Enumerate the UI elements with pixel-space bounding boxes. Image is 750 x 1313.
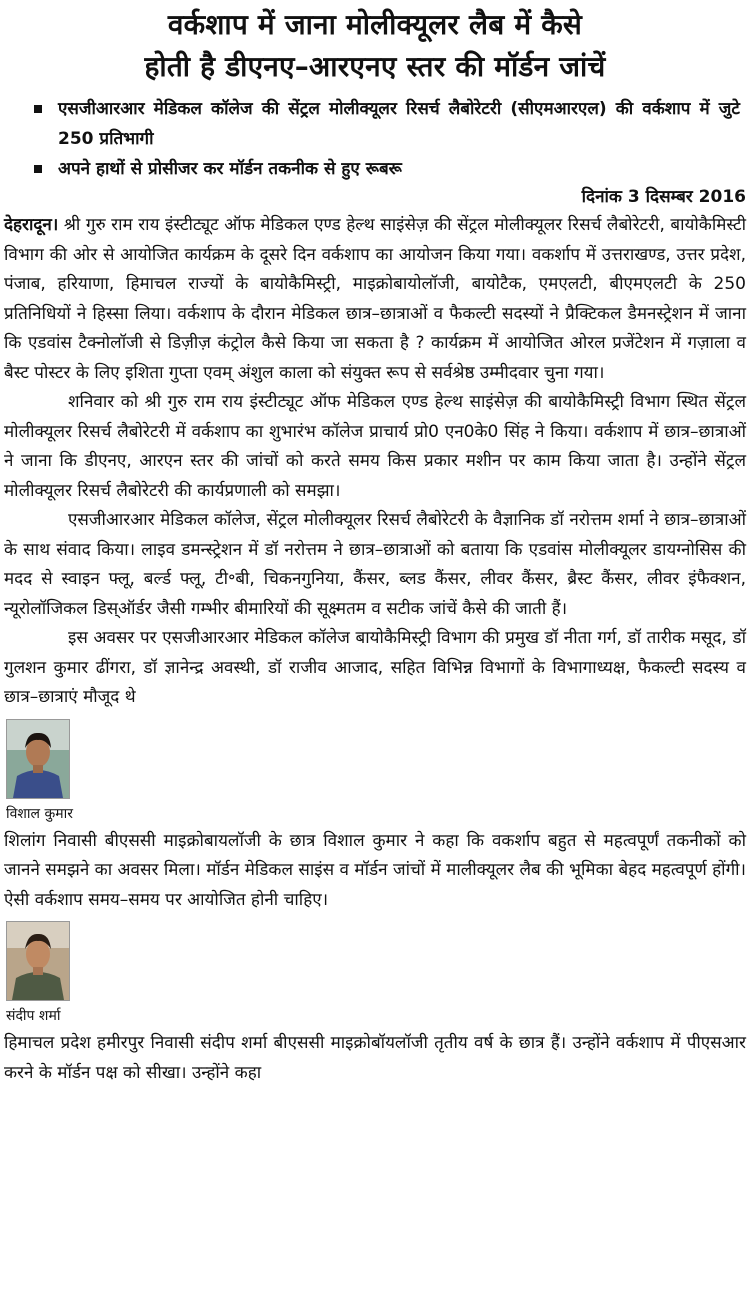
highlight-text: अपने हाथों से प्रोसीजर कर मॉर्डन तकनीक से हुए रूबरू — [58, 159, 402, 179]
testimonial-2 — [4, 921, 746, 1088]
headline-line-2: होती है डीएनए–आरएनए स्तर की मॉर्डन जांचें — [144, 50, 606, 83]
bullet-square-icon — [34, 105, 42, 113]
city-dateline: देहरादून। — [4, 215, 59, 235]
article-body — [0, 211, 750, 1088]
testimonial-name: विशाल कुमार — [6, 805, 73, 822]
testimonial-1 — [4, 719, 746, 916]
bullet-square-icon — [34, 165, 42, 173]
paragraph-2: शनिवार को श्री गुरु राम राय इंस्टीट्यूट ऑफ मेडिकल एण्ड हेल्थ साइंसेज़ की बायोकैमिस्ट्री विभाग स्थित सेंट्रल मोलीक्यूलर रिसर्च लैबोरेटरी में वर्कशाप का शुभारंभ कॉलेज प्राचार्य प्रो0 एन0के0 सिंह ने किया। वर्कशाप में छात्र–छात्राओं ने जाना कि डीएनए, आरएन स्तर की जांचों को करते समय किस प्रकार मशीन पर काम किया जाता है। उन्होंने सेंट्रल मोलीक्यूलर रिसर्च लैबोरेटरी की कार्यप्रणाली को समझा। — [4, 392, 746, 501]
highlight-item — [12, 94, 740, 154]
testimonial-quote: हिमाचल प्रदेश हमीरपुर निवासी संदीप शर्मा बीएससी माइक्रोबॉयलॉजी तृतीय वर्ष के छात्र हैं। उन्होंने वर्कशाप में पीएसआर करने के मॉर्डन पक्ष को सीखा। उन्होंने कहा — [4, 1033, 746, 1083]
portrait-photo-icon — [6, 921, 70, 1001]
highlights-list — [0, 94, 750, 184]
highlight-text: एसजीआरआर मेडिकल कॉलेज की सेंट्रल मोलीक्यूलर रिसर्च लैबोरेटरी (सीएमआरएल) की वर्कशाप में जुटे 250 प्रतिभागी — [58, 99, 740, 149]
headline-line-1: वर्कशाप में जाना मोलीक्यूलर लैब में कैसे — [167, 8, 583, 41]
dateline: दिनांक 3 दिसम्बर 2016 — [581, 187, 746, 207]
highlight-item — [12, 154, 740, 184]
paragraph-1 — [4, 211, 746, 388]
paragraph-3: एसजीआरआर मेडिकल कॉलेज, सेंट्रल मोलीक्यूलर रिसर्च लैबोरेटरी के वैज्ञानिक डॉ नरोत्तम शर्मा ने छात्र–छात्राओं के साथ संवाद किया। लाइव डमन्स्ट्रेशन में डॉ नरोत्तम ने छात्र–छात्राओं को बताया कि एडवांस मोलीक्यूलर डायग्नोसिस की मदद से स्वाइन फ्लू, बर्ल्ड फ्लू, टी॰बी, चिकनगुनिया, कैंसर, ब्लड कैंसर, लीवर कैंसर, ब्रैस्ट कैंसर, लीवर इंफैक्शन, न्यूरोलॉजिकल डिस्ऑर्डर जैसी गम्भीर बीमारियों की सूक्ष्मतम व सटीक जांचें कैसे की जाती हैं। — [4, 510, 746, 619]
portrait-photo-icon — [6, 719, 70, 799]
testimonial-quote: शिलांग निवासी बीएससी माइक्रोबायलॉजी के छात्र विशाल कुमार ने कहा कि वकर्शाप बहुत से महत्वपूर्णं तकनीकों को जानने समझने का अवसर मिला। मॉर्डन मेडिकल साइंस व मॉर्डन जांचों में मालीक्यूलर लैब की भूमिका बेहद महत्वपूर्ण होंगी। ऐसी वर्कशाप समय–समय पर आयोजित होनी चाहिए। — [4, 830, 746, 910]
testimonial-name: संदीप शर्मा — [6, 1008, 61, 1024]
headline — [0, 0, 750, 88]
paragraph-1-text: श्री गुरु राम राय इंस्टीट्यूट ऑफ मेडिकल एण्ड हेल्थ साइंसेज़ की सेंट्रल मोलीक्यूलर रिसर्च लैबोरेटरी, बायोकैमिस्टी विभाग की ओर से आयोजित कार्यक्रम के दूसरे दिन वर्कशाप का आयोजन किया गया। वकर्शाप में उत्तराखण्ड, उत्तर प्रदेश, पंजाब, हरियाणा, हिमाचल राज्यों के बायोकैमिस्ट्री, माइक्रोबायोलॉजी, बायोटैक, एमएलटी, बीएमएलटी के 250 प्रतिनिधियों ने हिस्सा लिया। वर्कशाप के दौरान मेडिकल छात्र–छात्राओं व फैकल्टी सदस्यों ने प्रैक्टिकल डैमनस्ट्रेशन में जाना कि एडवांस टैक्नोलॉजी से डिज़ीज़ कंट्रोल कैसे किया जा सकता है ? कार्यक्रम में आयोजित ओरल प्रजेंटेशन में गज़ाला व बैस्ट पोस्टर के लिए इशिता गुप्ता एवम् अंशुल काला को संयुक्त रूप से सर्वश्रेष्ठ उम्मीदवार चुना गया। — [4, 215, 746, 383]
paragraph-4: इस अवसर पर एसजीआरआर मेडिकल कॉलेज बायोकैमिस्ट्री विभाग की प्रमुख डॉ नीता गर्ग, डॉ तारीक मसूद, डॉ गुलशन कुमार ढींगरा, डॉ ज्ञानेन्द्र अवस्थी, डॉ राजीव आजाद, सहित विभिन्न विभागों के विभागाध्यक्ष, फैकल्टी सदस्य व छात्र–छात्राएं मौजूद थे — [4, 628, 746, 707]
